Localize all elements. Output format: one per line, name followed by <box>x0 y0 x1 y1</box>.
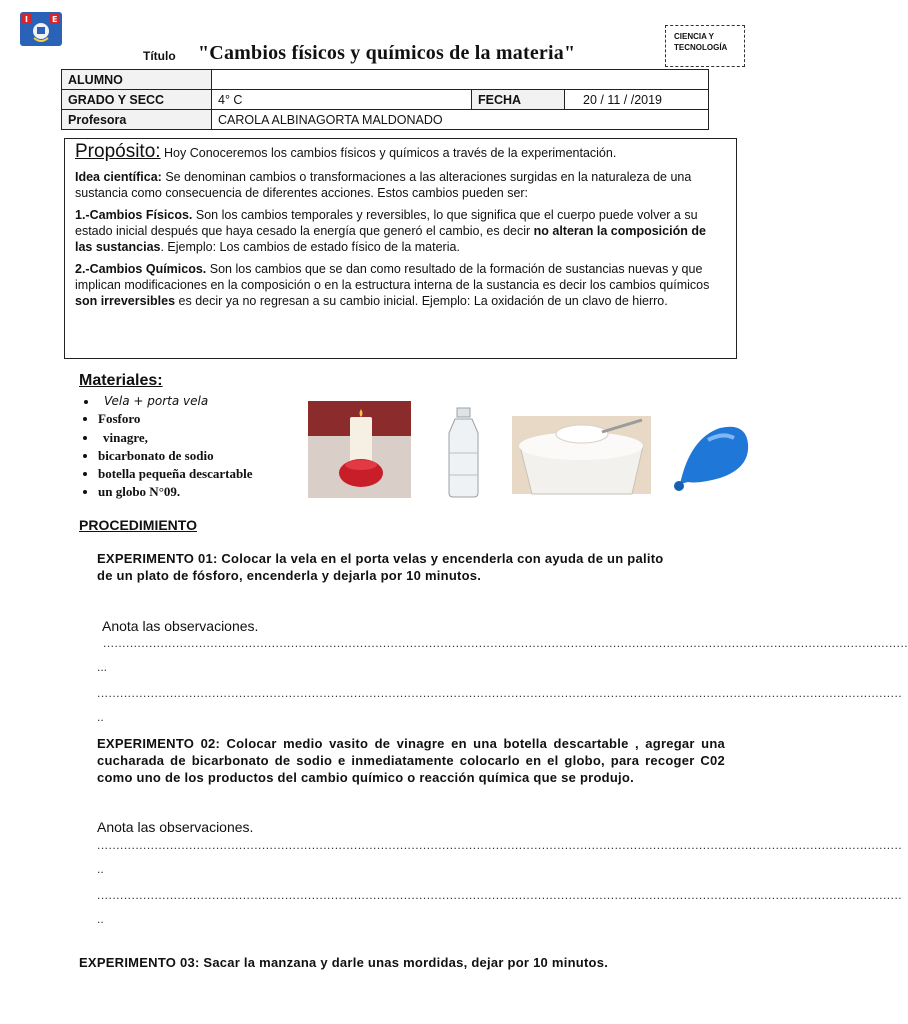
answer-line[interactable]: .................................................................................................................................................................................................................. <box>103 636 908 650</box>
physical-changes-paragraph <box>75 207 726 255</box>
experiment-2-text: EXPERIMENTO 02: Colocar medio vasito de vinagre en una botella descartable , agregar una cucharada de bicarbonato de sodio e inmediatamente colocarlo en el globo, para recoger C02 como uno de los productos del cambio químico o reacción química que se produjo. <box>97 736 725 785</box>
answer-line-end[interactable]: .. <box>97 710 104 724</box>
answer-line-end[interactable]: .. <box>97 912 104 926</box>
title-label: Título <box>143 49 176 63</box>
subject-area-line1: CIENCIA Y <box>674 32 715 41</box>
physical-changes-text: Son los cambios temporales y reversibles, lo que significa que el cuerpo puede volver a su estado inicial después que haya cesado la energía que generó el cambio, es decir <box>75 208 698 238</box>
observations-1-label: Anota las observaciones. <box>102 618 259 634</box>
experiment-1-text-line2: de un plato de fósforo, encenderla y dejarla por 10 minutos. <box>97 568 482 583</box>
list-item: • bicarbonato de sodio <box>98 447 253 465</box>
candle-image <box>308 401 411 498</box>
experiment-3-text: EXPERIMENTO 03: Sacar la manzana y darle unas mordidas, dejar por 10 minutos. <box>79 955 609 970</box>
list-item: • botella pequeña descartable <box>98 465 253 483</box>
subject-area-box <box>665 25 745 67</box>
grado-label: GRADO Y SECC <box>62 90 212 110</box>
page-title: "Cambios físicos y químicos de la materia" <box>198 42 576 64</box>
chemical-changes-paragraph <box>75 261 726 309</box>
plastic-bottle-image <box>431 405 496 500</box>
answer-line-end[interactable]: .. <box>97 862 104 876</box>
idea-text: Se denominan cambios o transformaciones a las alteraciones surgidas en la naturaleza de una sustancia como consecuencia de diferentes acciones. Estos cambios pueden ser: <box>75 170 692 200</box>
subject-area-line2: TECNOLOGÍA <box>674 42 728 52</box>
grado-field[interactable]: 4° C <box>212 90 472 110</box>
materials-title: Materiales: <box>79 372 163 389</box>
idea-label: Idea científica: <box>75 170 162 184</box>
alumno-label: ALUMNO <box>62 70 212 90</box>
chemical-changes-text: Son los cambios que se dan como resultado de la formación de sustancias nuevas y que implican modificaciones en la composición o en la estructura interna de la sustancia es decir los cambios químicos <box>75 262 710 292</box>
physical-changes-label: 1.-Cambios Físicos. <box>75 208 193 222</box>
observations-2-label: Anota las observaciones. <box>97 819 254 835</box>
fecha-label: FECHA <box>472 90 565 110</box>
chemical-changes-example: es decir ya no regresan a su cambio inicial. Ejemplo: La oxidación de un clavo de hierro. <box>175 294 668 308</box>
purpose-text: Hoy Conoceremos los cambios físicos y químicos a través de la experimentación. <box>160 146 617 160</box>
experiment-1-text: EXPERIMENTO 01: Colocar la vela en el porta velas y encenderla con ayuda de un palito <box>97 551 664 566</box>
materials-list <box>76 392 253 502</box>
purpose-paragraph <box>75 141 726 162</box>
svg-text:E: E <box>52 15 58 24</box>
list-item: • un globo N°09. <box>98 483 253 501</box>
answer-line[interactable]: .................................................................................................................................................................................................................. <box>97 838 903 852</box>
table-row <box>62 70 709 90</box>
student-info-table <box>61 69 709 130</box>
list-item: • Fosforo <box>98 410 253 428</box>
answer-line-end[interactable]: ... <box>97 660 108 674</box>
physical-changes-example: . Ejemplo: Los cambios de estado físico de la materia. <box>160 240 460 254</box>
fecha-field[interactable]: 20 / 11 / /2019 <box>565 90 709 110</box>
svg-text:I: I <box>25 15 28 24</box>
balloon-image <box>668 418 753 496</box>
alumno-field[interactable] <box>212 70 709 90</box>
profesora-label: Profesora <box>62 110 212 130</box>
list-item: • Vela + porta vela <box>98 392 253 410</box>
procedure-title: PROCEDIMIENTO <box>79 517 197 533</box>
table-row <box>62 90 709 110</box>
physical-changes-bold: no alteran la composición de las sustancias <box>75 224 706 254</box>
table-row <box>62 110 709 130</box>
answer-line[interactable]: .................................................................................................................................................................................................................. <box>97 686 903 700</box>
school-logo <box>20 12 62 46</box>
profesora-field[interactable]: CAROLA ALBINAGORTA MALDONADO <box>212 110 709 130</box>
chemical-changes-label: 2.-Cambios Químicos. <box>75 262 207 276</box>
baking-soda-image <box>512 416 651 494</box>
chemical-changes-bold: son irreversibles <box>75 294 176 308</box>
list-item: • vinagre, <box>98 429 253 447</box>
idea-paragraph <box>75 169 726 201</box>
answer-line[interactable]: .................................................................................................................................................................................................................. <box>97 888 903 902</box>
purpose-heading: Propósito: <box>75 141 161 162</box>
purpose-box <box>64 138 737 359</box>
experiment-1 <box>97 550 725 584</box>
